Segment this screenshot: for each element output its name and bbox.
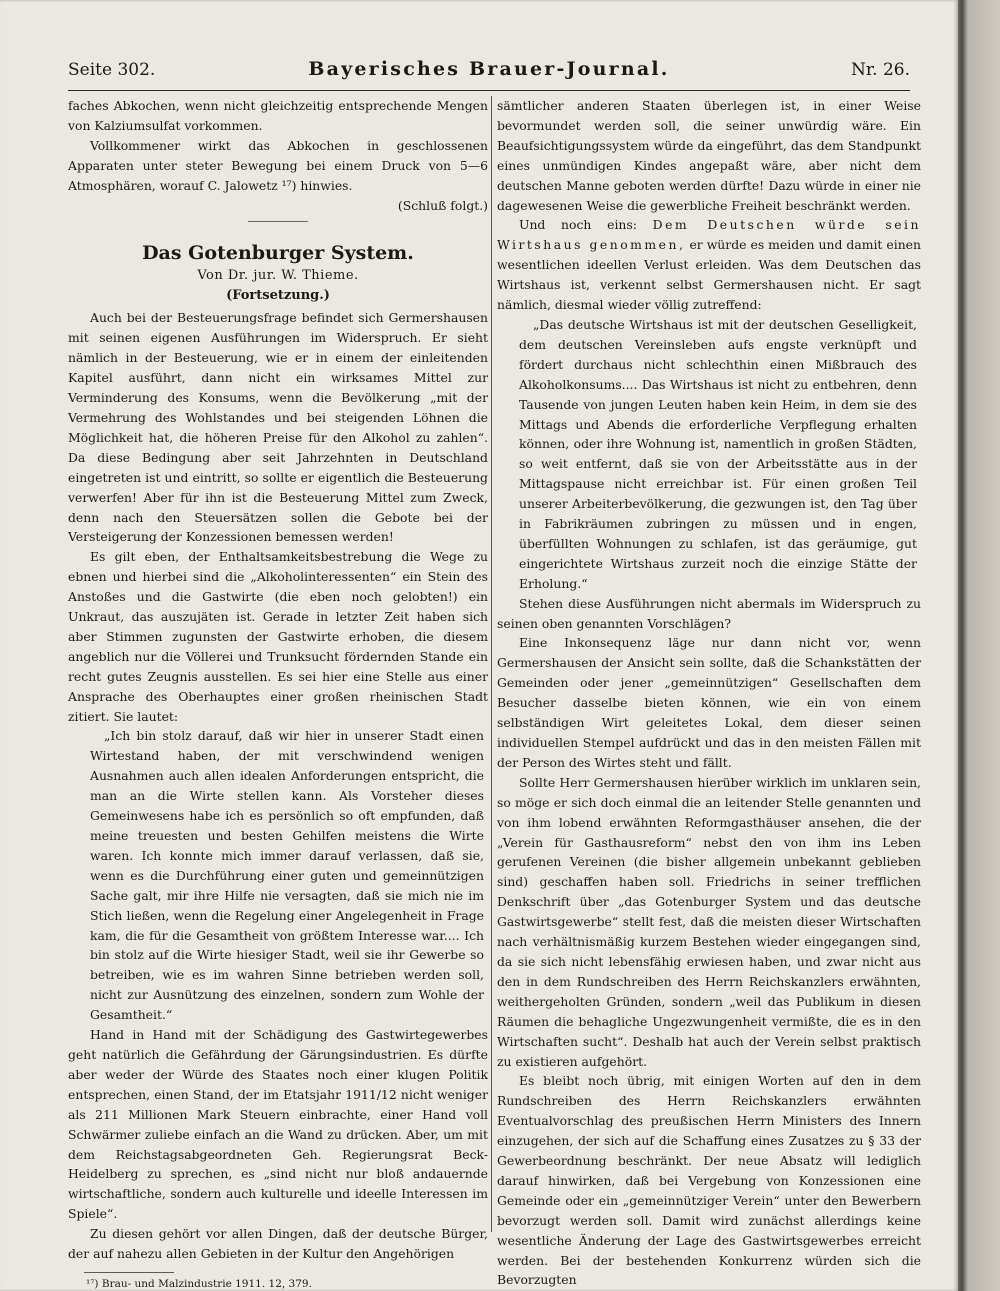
paragraph-lead: Und noch eins:: [519, 217, 637, 233]
to-be-continued-note: (Schluß folgt.): [397, 197, 488, 213]
article-author: Von Dr. jur. W. Thieme.: [197, 268, 359, 284]
right-column: [497, 96, 921, 1290]
paragraph-vollkommen: Vollkommener wirkt das Abkochen in geschlossenen Apparaten unter steter Bewegung bei einem Druck von 5—6 Atmosphären, worauf C. Jalowetz ¹⁷) hinwies.: [68, 137, 488, 193]
footnote-rule: [84, 1272, 174, 1273]
article-paragraph: Es bleibt noch übrig, mit einigen Worten auf den in dem Rundschreiben des Herrn Reichskanzlers erwähnten Eventualvorschlag des preußischen Herrn Ministers des Innern einzugehen, der sich auf die Schaffung eines Zusatzes zu § 33 der Gewerbeordnung beschränkt. Der neue Absatz will lediglich darauf hinwirken, daß bei Vergebung von Konzessionen eine Gemeinde oder ein „gemeinnütziger Verein“ unter den Bewerbern bevorzugt werden soll. Damit wird zunächst allerdings keine wesentliche Änderung der Lage des Gastwirtsgewerbes erreicht werden. Bei der bestehenden Konkurrenz würden sich die Bevorzugten: [497, 1073, 921, 1288]
article-paragraph: [497, 215, 921, 315]
block-quote: „Ich bin stolz darauf, daß wir hier in unserer Stadt einen Wirtestand haben, der mit verschwindend wenigen Ausnahmen auch allen idealen Anforderungen entspricht, die man an die Wirte stellen kann. Als Vorsteher dieses Gemeinwesens habe ich es persönlich so oft empfunden, daß meine treuesten und besten Gehilfen meistens die Wirte waren. Ich konnte mich immer darauf verlassen, daß sie, wenn es die Durchführung einer guten und gemeinnützigen Sache galt, mir ihre Hilfe nie versagten, daß sie mich nie im Stich ließen, wenn die Regelung einer Angelegenheit in Frage kam, die für die Gesamtheit von größtem Interesse war.... Ich bin stolz auf die Wirte hiesiger Stadt, weil sie ihr Gewerbe so betreiben, wie es im wahren Sinne betrieben werden soll, nicht zur Ausnützung des einzelnen, sondern zum Wohle der Gesamtheit.“: [90, 728, 484, 1023]
column-divider: [491, 96, 492, 1232]
journal-title: Bayerisches Brauer-Journal.: [308, 58, 670, 80]
block-quote: „Das deutsche Wirtshaus ist mit der deutschen Geselligkeit, dem deutschen Vereinsleben aufs engste verknüpft und fördert durchaus nicht schlechthin einen Mißbrauch des Alkoholkonsums.... Das Wirtshaus ist nicht zu entbehren, denn Tausende von jungen Leuten haben kein Heim, in dem sie des Mittags und Abends die erforderliche Verpflegung erhalten können, oder ihre Wohnung ist, namentlich in großen Städten, so weit entfernt, daß sie von der Arbeitsstätte aus in der Mittagspause nicht erreichbar ist. Für einen großen Teil unserer Arbeiterbevölkerung, die gezwungen ist, den Tag über in Fabrikräumen zubringen zu müssen und in engen, überfüllten Wohnungen zu schlafen, ist das geräumige, gut eingerichtete Wirtshaus zurzeit noch die einzige Stätte der Erholung.“: [519, 316, 917, 591]
page-binding-edge: [958, 0, 1000, 1291]
paragraph-continued: faches Abkochen, wenn nicht gleichzeitig entsprechende Mengen von Kalziumsulfat vorkommen.: [68, 98, 488, 133]
article-paragraph: Eine Inkonsequenz läge nur dann nicht vor, wenn Germershausen der Ansicht sein sollte, daß die Schankstätten der Gemeinden oder jener „gemeinnützigen“ Gesellschaften dem Besucher dasselbe bieten können, wie ein von einem selbständigen Wirt geleitetes Lokal, dem dieser seinen individuellen Stempel aufdrückt und das in den meisten Fällen mit der Person des Wirtes steht und fällt.: [497, 635, 921, 770]
paragraph-rest: er würde es meiden und damit einen wesentlichen ideellen Verlust erleiden. Was dem Deutschen das Wirtshaus ist, verkennt selbst Germershausen nicht. Er sagt nämlich, diesmal wieder völlig zutreffend:: [497, 237, 921, 313]
footnote: ¹⁷) Brau- und Malzindustrie 1911. 12, 379.: [86, 1277, 312, 1290]
page-number: Seite 302.: [68, 60, 156, 80]
paragraph-continued: sämtlicher anderen Staaten überlegen ist, in einer Weise bevormundet werden soll, die seiner unwürdig wäre. Ein Beaufsichtigungssystem würde da eingeführt, das dem Standpunkt eines unmündigen Kindes angepaßt wäre, aber nicht dem deutschen Manne geboten werden dürfte! Dazu würde in einer nie dagewesenen Weise die gewerbliche Freiheit beschränkt werden.: [497, 98, 921, 213]
article-paragraph: Auch bei der Besteuerungsfrage befindet sich Germershausen mit seinen eigenen Ausführungen im Widerspruch. Er sieht nämlich in der Besteuerung, wie er in einem der einleitenden Kapitel ausführt, dann nicht ein wirksames Mittel zur Verminderung des Konsums, wenn die Bevölkerung „mit der Vermehrung des Wohlstandes und bei steigenden Löhnen die Möglichkeit hat, die höheren Preise für den Alkohol zu zahlen“. Da diese Bedingung aber seit Jahrzehnten in Deutschland eingetreten ist und eintritt, so sollte er eigentlich die Besteuerung verwerfen! Aber für ihn ist die Besteuerung Mittel zum Zweck, denn nach den Steuersätzen sollen die Gebote bei der Versteigerung der Konzessionen bemessen werden!: [68, 310, 488, 545]
issue-number: Nr. 26.: [851, 60, 910, 80]
article-paragraph: Hand in Hand mit der Schädigung des Gastwirtegewerbes geht natürlich die Gefährdung der Gärungsindustrien. Es dürfte aber weder der Würde des Staates noch einer klugen Politik entsprechen, einen Stand, der im Etatsjahr 1911/12 nicht weniger als 211 Millionen Mark Steuern einbrachte, einer Hand voll Schwärmer zuliebe einfach an die Wand zu drücken. Aber, um mit dem Reichstagsabgeordneten Geh. Regierungsrat Beck-Heidelberg zu sprechen, es „sind nicht nur bloß andauernde wirtschaftliche, sondern auch kulturelle und ideelle Interessen im Spiele“.: [68, 1027, 488, 1222]
article-continuation-label: (Fortsetzung.): [226, 288, 330, 304]
article-paragraph: Sollte Herr Germershausen hierüber wirklich im unklaren sein, so möge er sich doch einmal die an leitender Stelle genannten und von ihm lobend erwähnten Reformgasthäuser ansehen, die der „Verein für Gasthausreform“ nebst den von ihm ins Leben gerufenen Vereinen (die bisher allgemein unbekannt geblieben sind) geschaffen haben soll. Friedrichs in seiner trefflichen Denkschrift über „das Gotenburger System und das deutsche Gastwirtsgewerbe“ stellt fest, daß die meisten dieser Wirtschaften nach verhältnismäßig kurzem Bestehen wieder eingegangen sind, da sie sich nicht lebensfähig erwiesen haben, und zwar nicht aus den in dem Rundschreiben des Herrn Reichskanzlers erwähnten, weithergeholten Gründen, sondern „weil das Publikum in diesen Räumen die behagliche Ungezwungenheit vermißte, die es in den Wirtschaften sucht“. Deshalb hat auch der Verein selbst praktisch zu existieren aufgehört.: [497, 774, 921, 1069]
article-paragraph: Stehen diese Ausführungen nicht abermals im Widerspruch zu seinen oben genannten Vorschlägen?: [497, 595, 921, 631]
article-title: Das Gotenburger System.: [142, 242, 414, 265]
article-paragraph: Es gilt eben, der Enthaltsamkeitsbestrebung die Wege zu ebnen und hierbei sind die „Alkoholinteressenten“ ein Stein des Anstoßes und die Gastwirte (die eben noch gelobten!) ein Unkraut, das auszujäten ist. Gerade in letzter Zeit haben sich aber Stimmen zugunsten der Gastwirte erhoben, die diesem angeblich nur die Völlerei und Trunksucht fördernden Stande ein recht gutes Zeugnis ausstellen. Es sei hier eine Stelle aus einer Ansprache des Oberhauptes einer großen rheinischen Stadt zitiert. Sie lautet:: [68, 549, 488, 724]
article-paragraph: Zu diesen gehört vor allen Dingen, daß der deutsche Bürger, der auf nahezu allen Gebieten in der Kultur den Angehörigen: [68, 1226, 488, 1262]
left-column: [68, 96, 488, 1291]
emphasized-phrase: Dem Deutschen würde sein Wirtshaus genommen,: [497, 217, 921, 253]
divider-rule: [248, 221, 308, 222]
page-header: [68, 60, 910, 91]
